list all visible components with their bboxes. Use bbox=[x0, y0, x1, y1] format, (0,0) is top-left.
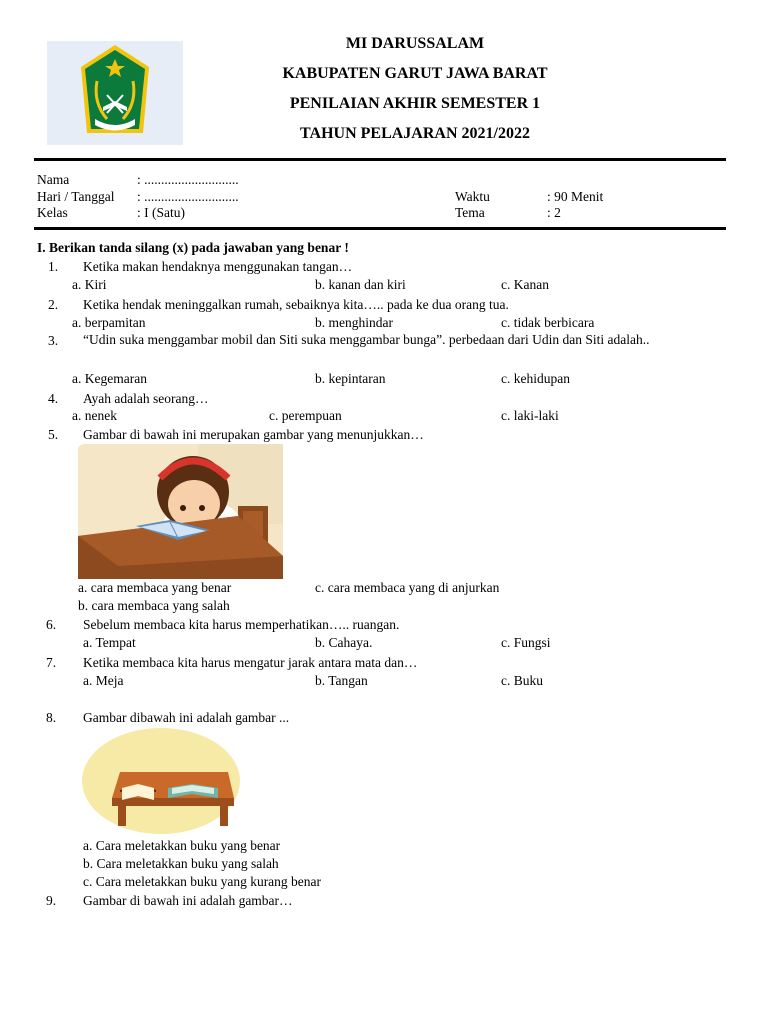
ministry-emblem-icon bbox=[47, 41, 183, 145]
option-c: c. Kanan bbox=[501, 277, 549, 292]
waktu-label: Waktu bbox=[455, 189, 490, 204]
books-on-table-illustration bbox=[82, 728, 240, 834]
option-b: c. cara membaca yang di anjurkan bbox=[315, 580, 500, 595]
option-c: c. Fungsi bbox=[501, 635, 551, 650]
tema-label: Tema bbox=[455, 205, 485, 220]
option-b: b. kepintaran bbox=[315, 371, 386, 386]
option-c: c. tidak berbicara bbox=[501, 315, 595, 330]
option-a: a. Tempat bbox=[83, 635, 136, 650]
option-a: a. berpamitan bbox=[72, 315, 146, 330]
question-number: 3. bbox=[48, 333, 59, 348]
school-name: MI DARUSSALAM bbox=[345, 35, 485, 52]
question-number: 5. bbox=[48, 427, 59, 442]
option-b: b. Cahaya. bbox=[315, 635, 373, 650]
question-text: Gambar di bawah ini merupakan gambar yang menunjukkan… bbox=[83, 427, 424, 442]
question-number: 9. bbox=[46, 893, 57, 908]
question-text: Gambar dibawah ini adalah gambar ... bbox=[83, 710, 290, 725]
question-number: 4. bbox=[48, 391, 59, 406]
option-b: c. perempuan bbox=[269, 408, 342, 423]
question-text: Ayah adalah seorang… bbox=[83, 391, 209, 406]
option-a: a. cara membaca yang benar bbox=[78, 580, 232, 595]
nama-value: : ............................ bbox=[137, 172, 239, 187]
option-a: a. nenek bbox=[72, 408, 117, 423]
option-c: c. Buku bbox=[501, 673, 543, 688]
ministry-logo bbox=[47, 41, 183, 145]
question-number: 2. bbox=[48, 297, 59, 312]
question-number: 7. bbox=[46, 655, 57, 670]
option-b: b. Tangan bbox=[315, 673, 368, 688]
header-divider bbox=[34, 158, 726, 161]
question-text: “Udin suka menggambar mobil dan Siti suka menggambar bunga”. perbedaan dari Udin dan Siti adalah.. bbox=[83, 332, 650, 347]
kelas-label: Kelas bbox=[37, 205, 68, 220]
option-c: c. laki-laki bbox=[501, 408, 559, 423]
option-a: a. Kegemaran bbox=[72, 371, 147, 386]
question-number: 1. bbox=[48, 259, 59, 274]
nama-label: Nama bbox=[37, 172, 70, 187]
kelas-value: : I (Satu) bbox=[137, 205, 185, 220]
tema-value: : 2 bbox=[547, 205, 561, 220]
academic-year: TAHUN PELAJARAN 2021/2022 bbox=[300, 125, 530, 142]
question-number: 6. bbox=[46, 617, 57, 632]
girl-reading-illustration bbox=[78, 444, 283, 579]
question-text: Sebelum membaca kita harus memperhatikan….. ruangan. bbox=[83, 617, 400, 632]
option-c: c. Cara meletakkan buku yang kurang benar bbox=[83, 874, 322, 889]
instruction: I. Berikan tanda silang (x) pada jawaban yang benar ! bbox=[37, 240, 349, 255]
option-c: b. cara membaca yang salah bbox=[78, 598, 230, 613]
hari-label: Hari / Tanggal bbox=[37, 189, 115, 204]
option-a: a. Meja bbox=[83, 673, 124, 688]
option-a: a. Cara meletakkan buku yang benar bbox=[83, 838, 281, 853]
question-text: Ketika hendak meninggalkan rumah, sebaiknya kita….. pada ke dua orang tua. bbox=[83, 297, 509, 312]
region-name: KABUPATEN GARUT JAWA BARAT bbox=[282, 65, 548, 82]
question-text: Gambar di bawah ini adalah gambar… bbox=[83, 893, 293, 908]
option-b: b. kanan dan kiri bbox=[315, 277, 406, 292]
waktu-value: : 90 Menit bbox=[547, 189, 604, 204]
info-divider bbox=[34, 227, 726, 230]
exam-title: PENILAIAN AKHIR SEMESTER 1 bbox=[289, 95, 541, 112]
question-number: 8. bbox=[46, 710, 57, 725]
hari-value: : ............................ bbox=[137, 189, 239, 204]
question-text: Ketika makan hendaknya menggunakan tangan… bbox=[83, 259, 353, 274]
option-b: b. menghindar bbox=[315, 315, 393, 330]
option-c: c. kehidupan bbox=[501, 371, 570, 386]
question-text: Ketika membaca kita harus mengatur jarak antara mata dan… bbox=[83, 655, 418, 670]
option-a: a. Kiri bbox=[72, 277, 107, 292]
option-b: b. Cara meletakkan buku yang salah bbox=[83, 856, 279, 871]
